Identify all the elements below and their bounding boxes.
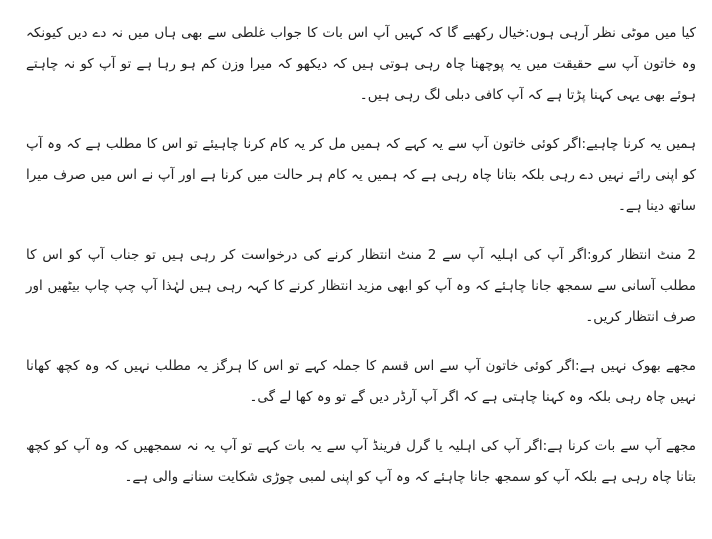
paragraph-wait-two-minutes: 2 منٹ انتظار کرو:اگر آپ کی اہلیہ آپ سے 2 منٹ انتظار کرنے کی درخواست کر رہی ہیں تو جناب آپ کو اس کا مطلب آسانی سے سمجھ جانا چاہئے کہ وہ آپ کو ابھی مزید انتظار کرنے کا کہہ رہی ہیں لہٰذا آپ چپ چاپ بیٹھیں اور صرف انتظار کریں۔ [26,247,696,325]
paragraph-not-hungry: مجھے بھوک نہیں ہے:اگر کوئی خاتون آپ سے اس قسم کا جملہ کہے تو اس کا ہرگز یہ مطلب نہیں کہ وہ کچھ کھانا نہیں چاہ رہی بلکہ وہ کہنا چاہتی ہے کہ اگر آپ آرڈر دیں گے تو وہ کھا لے گی۔ [26,358,696,405]
paragraph-looking-fat: کیا میں موٹی نظر آرہی ہوں:خیال رکھیے گا کہ کہیں آپ اس بات کا جواب غلطی سے بھی ہاں میں نہ دے دیں کیونکہ وہ خاتون آپ سے حقیقت میں یہ پوچھنا چاہ رہی ہوتی ہیں کہ دیکھو کہ میرا وزن کم ہو رہا ہے تو آپ کو نہ چاہتے ہوئے بھی یہی کہنا پڑتا ہے کہ آپ کافی دبلی لگ رہی ہیں۔ [26,25,696,103]
paragraph-need-to-talk: مجھے آپ سے بات کرنا ہے:اگر آپ کی اہلیہ یا گرل فرینڈ آپ سے یہ بات کہے تو آپ یہ نہ سمجھیں کہ وہ آپ کو کچھ بتانا چاہ رہی ہے بلکہ آپ کو سمجھ جانا چاہئے کہ وہ آپ کو اپنی لمبی چوڑی شکایت سنانے والی ہے۔ [26,438,696,485]
paragraph-we-should-do-this: ہمیں یہ کرنا چاہیے:اگر کوئی خاتون آپ سے یہ کہے کہ ہمیں مل کر یہ کام کرنا چاہیئے تو اس کا مطلب ہے کہ وہ آپ کو اپنی رائے نہیں دے رہی بلکہ بتانا چاہ رہی ہے کہ ہمیں یہ کام ہر حالت میں کرنا ہے اور آپ نے اس میں صرف میرا ساتھ دینا ہے۔ [26,136,696,214]
